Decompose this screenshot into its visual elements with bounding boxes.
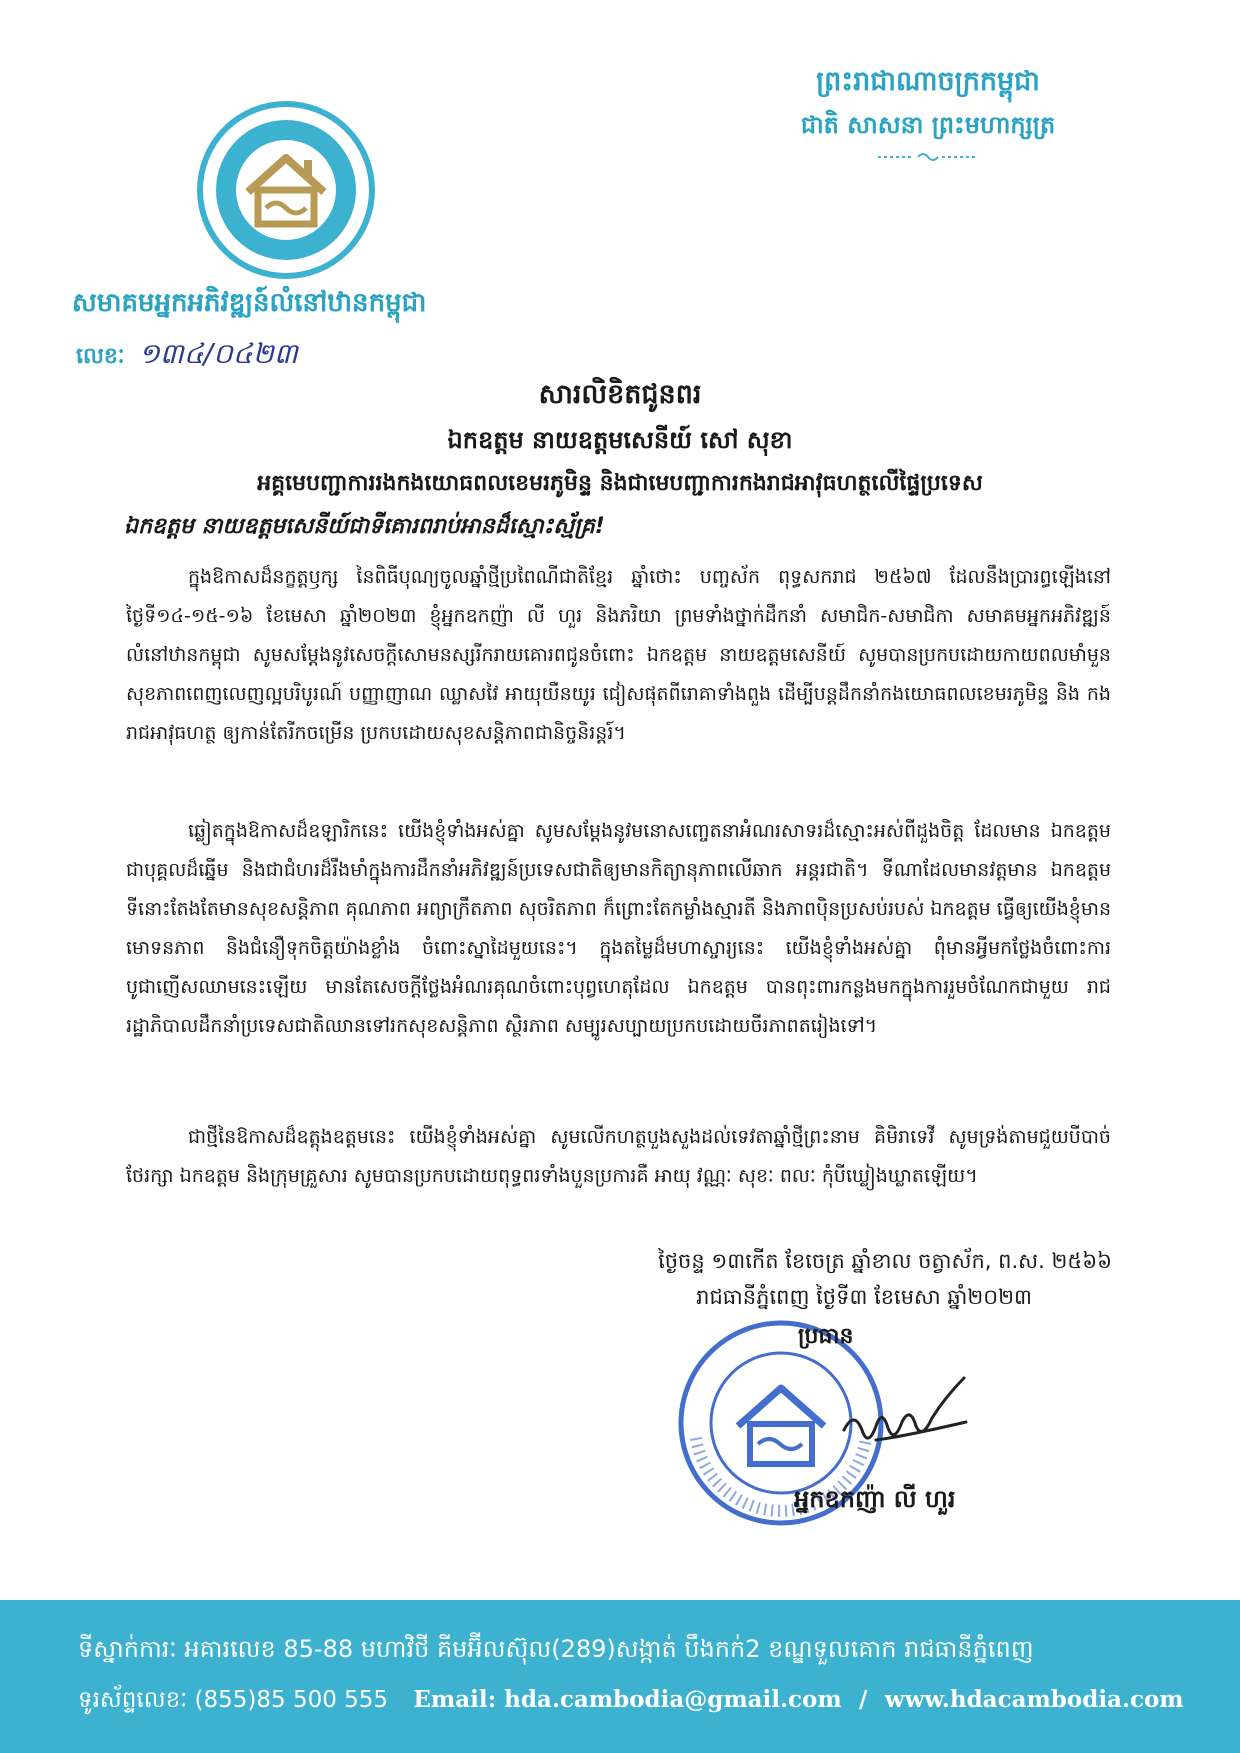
body-paragraph-2: ឆ្លៀតក្នុងឱកាសដ៏ឧឡារិកនេះ យើងខ្ញុំទាំងអស់គ្នា សូមសម្តែងនូវមនោសញ្ចេតនាអំណរសាទរដ៏ស្មោះអស់ពីដួងចិត្ត ដែលមាន ឯកឧត្តម ជាបុគ្គលដ៏ឆ្នើម និងជាជំហរដ៏រឹងមាំក្នុងការដឹកនាំអភិវឌ្ឍន៍ប្រទេសជាតិឲ្យមានកិត្យានុភាពលើឆាក អន្តរជាតិ។ ទីណាដែលមានវត្តមាន ឯកឧត្តម ទីនោះតែងតែមានសុខសន្តិភាព គុណភាព អព្យាក្រឹតភាព សុចរិតភាព ក៏ព្រោះតែកម្លាំងស្មារតី និងភាពប៉ិនប្រសប់របស់ ឯកឧត្តម ធ្វើឲ្យយើងខ្ញុំមានមោទនភាព និងជំនឿទុកចិត្តយ៉ាងខ្លាំង ចំពោះស្នាដៃមួយនេះ។ ក្នុងតម្លៃដ៏មហាស្ចារ្យនេះ យើងខ្ញុំទាំងអស់គ្នា ពុំមានអ្វីមកថ្លែងចំពោះការបូជាញើសឈាមនេះឡើយ មានតែសេចក្តីថ្លែងអំណរគុណចំពោះបុព្វហេតុដែល ឯកឧត្តម បានពុះពារកន្លងមកក្នុងការរួមចំណែកជាមួយ រាជរដ្ឋាភិបាលដឹកនាំប្រទេសជាតិឈានទៅរកសុខសន្តិភាព ស្ថិរភាព សម្បូរសប្បាយប្រកបដោយចីរភាពតរៀងទៅ។ bbox=[126, 820, 1111, 1037]
recipient-name: ឯកឧត្តម នាយឧត្តមសេនីយ៍ សៅ សុខា bbox=[447, 426, 793, 454]
kingdom-motto: ជាតិ សាសនា ព្រះមហាក្សត្រ bbox=[800, 111, 1056, 139]
date-solar: រាជធានីភ្នំពេញ ថ្ងៃទី៣ ខែមេសា ឆ្នាំ២០២៣ bbox=[696, 1285, 1032, 1309]
email-address: Email: hda.cambodia@gmail.com bbox=[413, 1686, 842, 1713]
signature-scribble-icon bbox=[836, 1370, 1006, 1460]
phone-label: ទូរស័ព្ទលេខៈ bbox=[78, 1687, 188, 1713]
kingdom-header bbox=[748, 60, 1108, 168]
kingdom-title: ព្រះរាជាណាចក្រកម្ពុជា bbox=[816, 66, 1040, 97]
letter-titles bbox=[60, 372, 1180, 506]
salutation: ឯកឧត្តម នាយឧត្តមសេនីយ៍ជាទីគោរពរាប់អានដ៏ស្មោះស្ម័គ្រ! bbox=[124, 514, 605, 539]
footer-address: ទីស្នាក់ការៈ អគារលេខ 85-88 មហាវិថី គីមអ៊ីលស៊ុល(289)សង្កាត់ បឹងកក់2 ខណ្ឌទួលគោក រាជធានីភ្នំពេញ bbox=[78, 1635, 1034, 1663]
footer-contact bbox=[78, 1686, 1184, 1719]
recipient-position: អគ្គមេបញ្ជាការរងកងយោធពលខេមរភូមិន្ទ និងជាមេបញ្ជាការកងរាជអាវុធហត្ថលើផ្ទៃប្រទេស bbox=[257, 471, 983, 496]
house-handshake-icon bbox=[196, 100, 376, 280]
body-paragraph-3: ជាថ្មីនៃឱកាសដ៏ឧត្តុងឧត្តមនេះ យើងខ្ញុំទាំងអស់គ្នា សូមលើកហត្ថបួងសួងដល់ទេវតាឆ្នាំថ្មីព្រះនាម គិមិរាទេវី សូមទ្រង់តាមជួយបីបាច់ថែរក្សា ឯកឧត្តម និងក្រុមគ្រួសារ សូមបានប្រកបដោយពុទ្ធពរទាំងបួនប្រការគឺ អាយុ វណ្ណៈ សុខៈ ពលៈ កុំបីឃ្លៀងឃ្លាតឡើយ។ bbox=[126, 1126, 1111, 1187]
reference-label: លេខៈ bbox=[76, 344, 125, 369]
contact-separator: / bbox=[859, 1686, 868, 1713]
reference-number bbox=[76, 336, 298, 377]
date-lunar: ថ្ងៃចន្ទ ១៣កើត ខែចេត្រ ឆ្នាំខាល ចត្វាស័ក, ព.ស. ២៥៦៦ bbox=[658, 1249, 1112, 1273]
org-name: សមាគមអ្នកអភិវឌ្ឍន៍លំនៅឋានកម្ពុជា bbox=[72, 288, 427, 318]
signer-role: ប្រធាន bbox=[798, 1324, 854, 1349]
signer-name: អ្នកឧកញ៉ា លី ហួរ bbox=[794, 1485, 956, 1513]
letter-title: សារលិខិតជូនពរ bbox=[538, 379, 702, 410]
ornament-divider-icon bbox=[878, 150, 978, 164]
org-logo bbox=[196, 100, 376, 280]
footer-bar bbox=[0, 1600, 1240, 1753]
signature bbox=[836, 1370, 1006, 1460]
phone-number: (855)85 500 555 bbox=[194, 1687, 389, 1713]
body-paragraph-1: ក្នុងឱកាសដ៏នក្ខត្តឫក្ស នៃពិធីបុណ្យចូលឆ្នាំថ្មីប្រពៃណីជាតិខ្មែរ ឆ្នាំថោះ បញ្ចស័ក ពុទ្ធសករាជ ២៥៦៧ ដែលនឹងប្រារព្ធឡើងនៅថ្ងៃទី១៤-១៥-១៦ ខែមេសា ឆ្នាំ២០២៣ ខ្ញុំអ្នកឧកញ៉ា លី ហួរ និងភរិយា ព្រមទាំងថ្នាក់ដឹកនាំ សមាជិក-សមាជិកា សមាគមអ្នកអភិវឌ្ឍន៍លំនៅឋានកម្ពុជា សូមសម្តែងនូវសេចក្តីសោមនស្សរីករាយគោរពជូនចំពោះ ឯកឧត្តម នាយឧត្តមសេនីយ៍ សូមបានប្រកបដោយកាយពលមាំមួន សុខភាពពេញលេញល្អបរិបូរណ៍ បញ្ញាញាណ ឈ្លាសវៃ អាយុយឺនយូរ ជៀសផុតពីរោគាទាំងពួង ដើម្បីបន្តដឹកនាំកងយោធពលខេមរភូមិន្ទ និង កងរាជអាវុធហត្ថ ឲ្យកាន់តែរីកចម្រើន ប្រកបដោយសុខសន្តិភាពជានិច្ចនិរន្តរ៍។ bbox=[126, 566, 1111, 744]
website-link[interactable]: www.hdacambodia.com bbox=[884, 1686, 1184, 1713]
reference-value: ១៣៤/០៤២៣ bbox=[138, 337, 298, 370]
